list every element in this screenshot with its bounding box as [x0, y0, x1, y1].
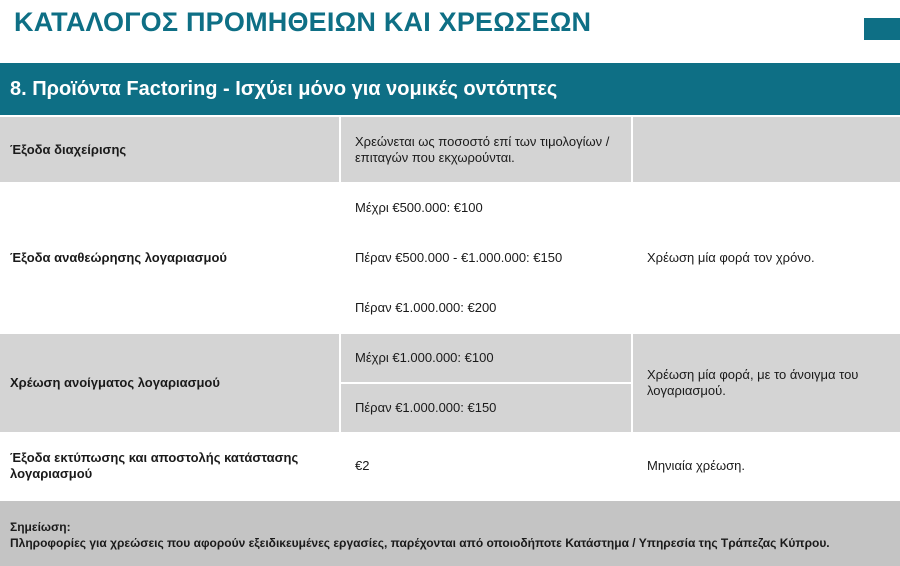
- table-row-label: [0, 434, 339, 498]
- footnote-text: Πληροφορίες για χρεώσεις που αφορούν εξειδικευμένες εργασίες, παρέχονται από οποιοδήποτε Κατάστημα / Υπηρεσία της Τράπεζας Κύπρου.: [10, 536, 830, 550]
- section-heading: [0, 63, 900, 115]
- accent-bar: [864, 18, 900, 40]
- value-text: €2: [355, 458, 370, 473]
- table-row-label: [0, 184, 339, 332]
- note-text: Χρέωση μία φορά τον χρόνο.: [647, 250, 815, 265]
- table-cell-value: [341, 184, 631, 232]
- value-text: Μέχρι €500.000: €100: [355, 200, 483, 215]
- note-text: Χρέωση μία φορά, με το άνοιγμα του λογαριασμού.: [647, 367, 859, 398]
- table-row-label: [0, 117, 339, 182]
- note-text: Μηνιαία χρέωση.: [647, 458, 746, 473]
- footnote: [0, 501, 900, 566]
- table-cell-note: [633, 184, 900, 332]
- table-cell-value: [341, 334, 631, 382]
- row-label-text: Έξοδα αναθεώρησης λογαριασμού: [10, 250, 227, 265]
- row-label-text: Έξοδα διαχείρισης: [10, 141, 127, 157]
- value-text: Μέχρι €1.000.000: €100: [355, 350, 494, 365]
- table-cell-note: [633, 434, 900, 498]
- footnote-title: Σημείωση:: [10, 520, 71, 534]
- value-text: Χρεώνεται ως ποσοστό επί των τιμολογίων / επιταγών που εκχωρούνται.: [355, 133, 610, 165]
- table-cell-value: [341, 384, 631, 432]
- table-row-label: [0, 334, 339, 432]
- table-cell-note: [633, 334, 900, 432]
- row-label-text: Χρέωση ανοίγματος λογαριασμού: [10, 375, 220, 390]
- row-label-text: Έξοδα εκτύπωσης και αποστολής κατάστασης λογαριασμού: [10, 450, 299, 481]
- value-text: Πέραν €1.000.000: €200: [355, 300, 497, 315]
- section-heading-text: 8. Προϊόντα Factoring - Ισχύει μόνο για νομικές οντότητες: [10, 77, 558, 100]
- table-cell-value: [341, 234, 631, 282]
- table-cell-value: [341, 117, 631, 182]
- value-text: Πέραν €1.000.000: €150: [355, 400, 497, 415]
- table-cell-note: [633, 117, 900, 182]
- value-text: Πέραν €500.000 - €1.000.000: €150: [355, 250, 563, 265]
- document-title: ΚΑΤΑΛΟΓΟΣ ΠΡΟΜΗΘΕΙΩΝ ΚΑΙ ΧΡΕΩΣΕΩΝ: [14, 7, 592, 37]
- table-cell-value: [341, 284, 631, 332]
- table-cell-value: [341, 434, 631, 498]
